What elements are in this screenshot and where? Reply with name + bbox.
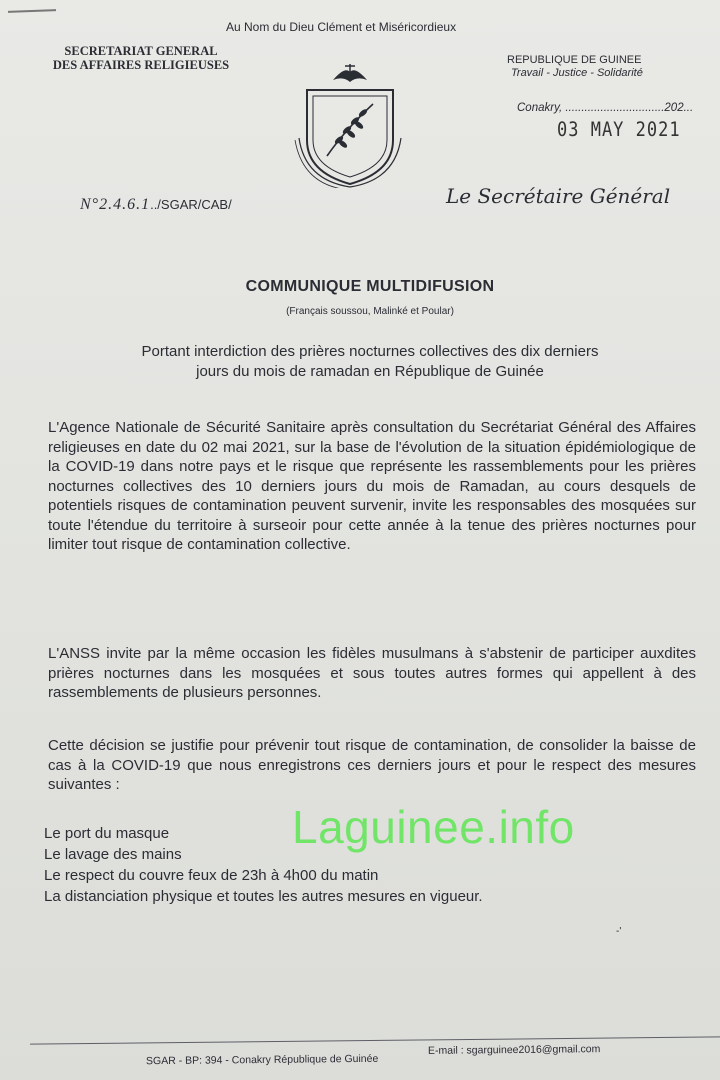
footer-email: E-mail : sgarguinee2016@gmail.com <box>427 1043 601 1057</box>
date-stamp: 03 MAY 2021 <box>557 118 681 142</box>
measure-item: Le port du masque <box>44 825 170 842</box>
communique-languages: (Français soussou, Malinké et Poular) <box>286 306 454 317</box>
object-line-2: jours du mois de ramadan en République de Guinée <box>196 363 544 380</box>
republic-name: REPUBLIQUE DE GUINEE <box>507 54 642 66</box>
measure-item: Le respect du couvre feux de 23h à 4h00 du matin <box>44 867 379 884</box>
reference-number <box>80 196 232 214</box>
issuing-office-line2: DES AFFAIRES RELIGIEUSES <box>52 58 230 72</box>
stray-mark: -' <box>616 926 622 937</box>
footer-divider <box>30 1036 720 1044</box>
corner-pen-mark <box>8 9 56 13</box>
measure-item: La distanciation physique et toutes les autres mesures en vigueur. <box>44 888 483 905</box>
footer-address: SGAR - BP: 394 - Conakry République de Guinée <box>145 1052 379 1068</box>
site-watermark: Laguinee.info <box>292 801 575 853</box>
date-line: Conakry, ...............................202... <box>517 102 694 114</box>
invocation: Au Nom du Dieu Clément et Miséricordieux <box>226 20 457 34</box>
republic-header <box>507 54 643 80</box>
guinea-coat-of-arms-icon <box>293 60 407 188</box>
communique-title: COMMUNIQUE MULTIDIFUSION <box>245 278 495 295</box>
object-line-1: Portant interdiction des prières nocturnes collectives des dix derniers <box>141 343 599 360</box>
paragraph-3: Cette décision se justifie pour prévenir tout risque de contamination, de consolider la baisse de cas à la COVID-19 que nous enregistrons ces derniers jours et pour le respect des mesures suivantes : <box>48 737 696 793</box>
issuing-office-line1: SECRETARIAT GENERAL <box>64 44 218 58</box>
reference-number-value: N°2.4.6.1 <box>80 196 151 213</box>
measure-item: Le lavage des mains <box>44 846 182 863</box>
signatory-title: Le Secrétaire Général <box>446 184 671 208</box>
paragraph-2: L'ANSS invite par la même occasion les fidèles musulmans à s'abstenir de participer auxdites prières nocturnes dans les mosquées et sous toutes autres formes qui appellent à des rassemblements de plusieurs personnes. <box>48 645 696 701</box>
reference-suffix: ../SGAR/CAB/ <box>150 197 232 212</box>
communique-object <box>60 342 680 382</box>
issuing-office <box>36 44 246 72</box>
paragraph-1: L'Agence Nationale de Sécurité Sanitaire après consultation du Secrétariat Général des Affaires religieuses en date du 02 mai 2021, sur la base de l'évolution de la situation épidémiologique de la COVID-19 dans notre pays et le risque que représente les rassemblements pour les prières nocturnes collectives des 10 derniers jours du mois de Ramadan, au cours desquels de potentiels risques de contamination peuvent survenir, invite les responsables des mosquées sur toute l'étendue du territoire à surseoir pour cette année à la tenue des prières nocturnes pour limiter tout risque de contamination collective. <box>48 419 696 553</box>
republic-motto: Travail - Justice - Solidarité <box>511 67 643 79</box>
